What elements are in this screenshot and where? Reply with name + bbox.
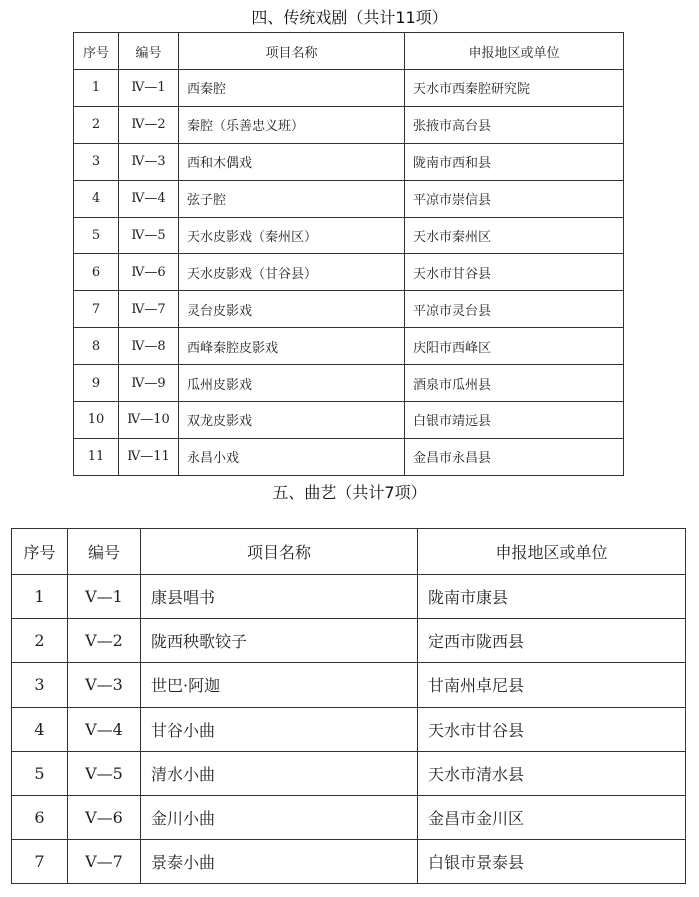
quyi-table — [11, 528, 686, 884]
cell-code: Ⅴ—2 — [68, 619, 141, 663]
cell-region: 陇南市康县 — [418, 575, 686, 619]
table-row — [74, 291, 624, 328]
cell-region: 白银市景泰县 — [418, 840, 686, 884]
cell-project-name: 西和木偶戏 — [179, 143, 405, 180]
cell-code: Ⅴ—4 — [68, 707, 141, 751]
cell-seq: 10 — [74, 402, 119, 439]
cell-code: Ⅳ—3 — [119, 143, 179, 180]
cell-code: Ⅳ—9 — [119, 365, 179, 402]
cell-code: Ⅴ—5 — [68, 751, 141, 795]
cell-code: Ⅴ—3 — [68, 663, 141, 707]
cell-seq: 1 — [12, 575, 68, 619]
cell-project-name: 永昌小戏 — [179, 438, 405, 475]
table-row — [12, 707, 686, 751]
cell-code: Ⅳ—10 — [119, 402, 179, 439]
header-code: 编号 — [68, 529, 141, 575]
cell-project-name: 双龙皮影戏 — [179, 402, 405, 439]
table-row — [12, 840, 686, 884]
table-row — [12, 795, 686, 839]
table-row — [74, 70, 624, 107]
cell-code: Ⅳ—7 — [119, 291, 179, 328]
cell-region: 天水市甘谷县 — [418, 707, 686, 751]
table-row — [74, 254, 624, 291]
cell-region: 酒泉市瓜州县 — [405, 365, 624, 402]
cell-seq: 3 — [12, 663, 68, 707]
cell-code: Ⅳ—6 — [119, 254, 179, 291]
cell-code: Ⅳ—11 — [119, 438, 179, 475]
cell-code: Ⅳ—8 — [119, 328, 179, 365]
cell-region: 庆阳市西峰区 — [405, 328, 624, 365]
cell-region: 甘南州卓尼县 — [418, 663, 686, 707]
table-row — [12, 619, 686, 663]
header-project-name: 项目名称 — [141, 529, 418, 575]
cell-project-name: 甘谷小曲 — [141, 707, 418, 751]
cell-seq: 5 — [12, 751, 68, 795]
table-row — [74, 365, 624, 402]
table-header-row — [12, 529, 686, 575]
cell-code: Ⅴ—6 — [68, 795, 141, 839]
cell-project-name: 灵台皮影戏 — [179, 291, 405, 328]
cell-project-name: 清水小曲 — [141, 751, 418, 795]
cell-project-name: 弦子腔 — [179, 180, 405, 217]
cell-project-name: 金川小曲 — [141, 795, 418, 839]
header-seq: 序号 — [74, 33, 119, 70]
cell-code: Ⅳ—5 — [119, 217, 179, 254]
cell-code: Ⅳ—4 — [119, 180, 179, 217]
traditional-opera-table — [73, 32, 624, 476]
cell-seq: 6 — [12, 795, 68, 839]
header-region: 申报地区或单位 — [418, 529, 686, 575]
cell-seq: 3 — [74, 143, 119, 180]
cell-seq: 5 — [74, 217, 119, 254]
cell-seq: 7 — [74, 291, 119, 328]
cell-project-name: 世巴·阿迦 — [141, 663, 418, 707]
table-row — [74, 438, 624, 475]
table-row — [74, 217, 624, 254]
cell-code: Ⅴ—1 — [68, 575, 141, 619]
cell-project-name: 秦腔（乐善忠义班） — [179, 106, 405, 143]
cell-project-name: 西秦腔 — [179, 70, 405, 107]
cell-seq: 2 — [74, 106, 119, 143]
cell-region: 白银市靖远县 — [405, 402, 624, 439]
section-title-quyi: 五、曲艺（共计7项） — [272, 483, 427, 502]
header-project-name: 项目名称 — [179, 33, 405, 70]
header-region: 申报地区或单位 — [405, 33, 624, 70]
cell-seq: 6 — [74, 254, 119, 291]
table-row — [74, 402, 624, 439]
table-row — [12, 575, 686, 619]
header-seq: 序号 — [12, 529, 68, 575]
table-row — [12, 663, 686, 707]
cell-region: 平凉市灵台县 — [405, 291, 624, 328]
cell-seq: 4 — [12, 707, 68, 751]
cell-project-name: 康县唱书 — [141, 575, 418, 619]
cell-project-name: 西峰秦腔皮影戏 — [179, 328, 405, 365]
cell-region: 定西市陇西县 — [418, 619, 686, 663]
cell-region: 张掖市高台县 — [405, 106, 624, 143]
cell-project-name: 景泰小曲 — [141, 840, 418, 884]
header-code: 编号 — [119, 33, 179, 70]
cell-code: Ⅳ—2 — [119, 106, 179, 143]
table-row — [74, 328, 624, 365]
cell-seq: 9 — [74, 365, 119, 402]
table-row — [74, 180, 624, 217]
cell-project-name: 天水皮影戏（甘谷县） — [179, 254, 405, 291]
cell-seq: 1 — [74, 70, 119, 107]
cell-region: 金昌市金川区 — [418, 795, 686, 839]
cell-seq: 8 — [74, 328, 119, 365]
section-title-traditional-opera: 四、传统戏剧（共计11项） — [251, 8, 448, 27]
cell-code: Ⅴ—7 — [68, 840, 141, 884]
cell-seq: 2 — [12, 619, 68, 663]
table-row — [74, 143, 624, 180]
table-row — [74, 106, 624, 143]
cell-region: 金昌市永昌县 — [405, 438, 624, 475]
cell-region: 天水市西秦腔研究院 — [405, 70, 624, 107]
cell-region: 天水市秦州区 — [405, 217, 624, 254]
cell-seq: 11 — [74, 438, 119, 475]
cell-project-name: 陇西秧歌铰子 — [141, 619, 418, 663]
cell-region: 平凉市崇信县 — [405, 180, 624, 217]
table-header-row — [74, 33, 624, 70]
cell-project-name: 瓜州皮影戏 — [179, 365, 405, 402]
cell-project-name: 天水皮影戏（秦州区） — [179, 217, 405, 254]
cell-seq: 7 — [12, 840, 68, 884]
table-row — [12, 751, 686, 795]
cell-region: 天水市甘谷县 — [405, 254, 624, 291]
cell-region: 天水市清水县 — [418, 751, 686, 795]
cell-seq: 4 — [74, 180, 119, 217]
cell-region: 陇南市西和县 — [405, 143, 624, 180]
cell-code: Ⅳ—1 — [119, 70, 179, 107]
